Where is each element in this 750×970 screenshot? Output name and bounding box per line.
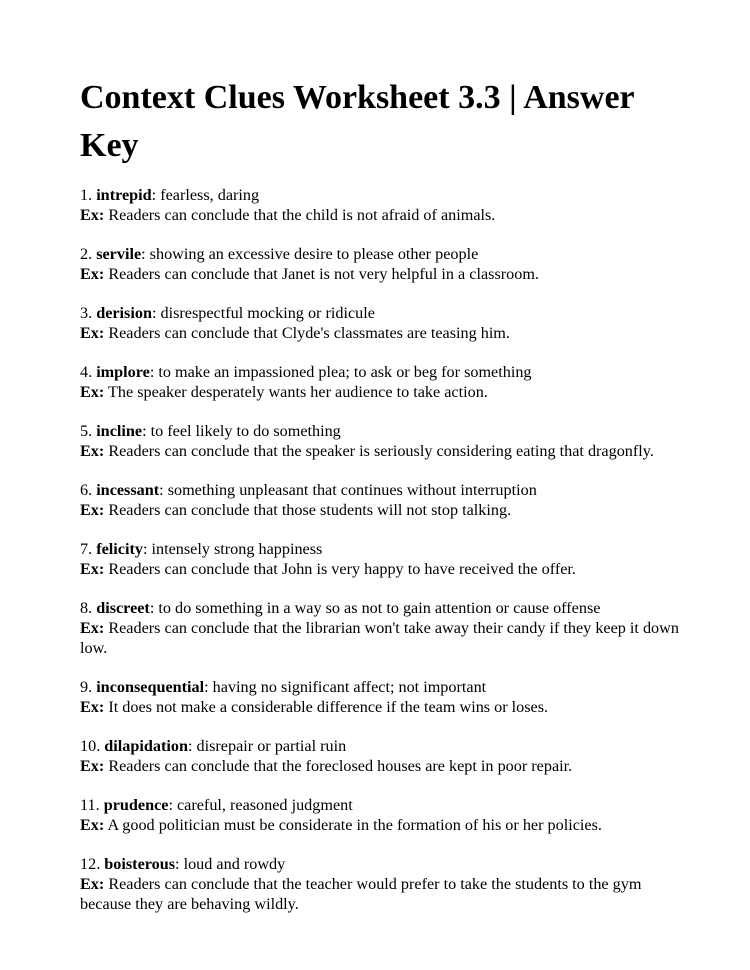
answer-entry-7	[80, 539, 680, 579]
vocab-word: inconsequential	[96, 678, 205, 696]
example-label: Ex:	[80, 757, 105, 775]
example-label: Ex:	[80, 206, 105, 224]
definition-line	[80, 598, 680, 618]
answer-entry-9	[80, 677, 680, 717]
definition-line	[80, 795, 680, 815]
answer-entry-12	[80, 854, 680, 914]
example-line	[80, 264, 680, 284]
example-line	[80, 559, 680, 579]
definition-text: : having no significant affect; not important	[204, 678, 487, 696]
answer-entry-2	[80, 244, 680, 284]
definition-line	[80, 185, 680, 205]
example-label: Ex:	[80, 619, 105, 637]
example-line	[80, 382, 680, 402]
answer-entry-6	[80, 480, 680, 520]
example-text: It does not make a considerable difference if the team wins or loses.	[108, 698, 549, 716]
example-label: Ex:	[80, 324, 105, 342]
example-label: Ex:	[80, 383, 105, 401]
example-label: Ex:	[80, 501, 105, 519]
vocab-word: incline	[96, 422, 143, 440]
entry-number: 7.	[80, 540, 93, 558]
example-line	[80, 441, 680, 461]
answer-entry-8	[80, 598, 680, 658]
definition-line	[80, 244, 680, 264]
answer-entry-5	[80, 421, 680, 461]
example-text: Readers can conclude that the speaker is seriously considering eating that dragonfly.	[108, 442, 654, 460]
entry-number: 9.	[80, 678, 93, 696]
definition-text: : showing an excessive desire to please other people	[141, 245, 479, 263]
entry-number: 10.	[80, 737, 101, 755]
example-label: Ex:	[80, 442, 105, 460]
definition-text: : to make an impassioned plea; to ask or beg for something	[149, 363, 532, 381]
example-text: A good politician must be considerate in the formation of his or her policies.	[107, 816, 602, 834]
example-line	[80, 205, 680, 225]
definition-text: : careful, reasoned judgment	[168, 796, 353, 814]
entry-number: 3.	[80, 304, 93, 322]
example-text: The speaker desperately wants her audience to take action.	[108, 383, 488, 401]
page-title: Context Clues Worksheet 3.3 | Answer Key	[80, 79, 635, 164]
vocab-word: discreet	[96, 599, 150, 617]
answer-entry-4	[80, 362, 680, 402]
entry-number: 6.	[80, 481, 93, 499]
example-line	[80, 500, 680, 520]
definition-text: : disrepair or partial ruin	[187, 737, 347, 755]
entry-number: 8.	[80, 599, 93, 617]
example-line	[80, 697, 680, 717]
answer-entry-1	[80, 185, 680, 225]
vocab-word: intrepid	[96, 186, 152, 204]
definition-text: : intensely strong happiness	[142, 540, 323, 558]
example-text: Readers can conclude that the child is not afraid of animals.	[108, 206, 496, 224]
entry-number: 2.	[80, 245, 93, 263]
answer-entry-3	[80, 303, 680, 343]
definition-line	[80, 421, 680, 441]
entry-number: 5.	[80, 422, 93, 440]
vocab-word: implore	[96, 363, 150, 381]
definition-line	[80, 854, 680, 874]
example-line	[80, 756, 680, 776]
definition-text: : fearless, daring	[151, 186, 260, 204]
example-text: Readers can conclude that those students will not stop talking.	[108, 501, 512, 519]
example-label: Ex:	[80, 875, 105, 893]
vocab-word: derision	[96, 304, 152, 322]
vocab-word: felicity	[96, 540, 143, 558]
definition-line	[80, 539, 680, 559]
definition-text: : something unpleasant that continues without interruption	[159, 481, 537, 499]
definition-line	[80, 480, 680, 500]
example-line	[80, 618, 680, 658]
definition-line	[80, 736, 680, 756]
example-text: Readers can conclude that John is very happy to have received the offer.	[108, 560, 576, 578]
vocab-word: dilapidation	[104, 737, 188, 755]
vocab-word: servile	[96, 245, 142, 263]
definition-line	[80, 362, 680, 382]
entry-number: 11.	[80, 796, 100, 814]
definition-text: : loud and rowdy	[175, 855, 286, 873]
example-label: Ex:	[80, 560, 105, 578]
definition-text: : to do something in a way so as not to gain attention or cause offense	[149, 599, 601, 617]
example-text: Readers can conclude that the teacher would prefer to take the students to the gym because they are behaving wildly.	[80, 875, 642, 913]
example-text: Readers can conclude that Clyde's classmates are teasing him.	[108, 324, 510, 342]
example-text: Readers can conclude that the librarian won't take away their candy if they keep it down low.	[80, 619, 679, 657]
vocab-word: prudence	[103, 796, 169, 814]
entry-number: 4.	[80, 363, 93, 381]
definition-text: : to feel likely to do something	[142, 422, 341, 440]
entry-number: 1.	[80, 186, 93, 204]
answer-list	[80, 185, 680, 914]
definition-text: : disrespectful mocking or ridicule	[151, 304, 375, 322]
answer-entry-11	[80, 795, 680, 835]
definition-line	[80, 303, 680, 323]
example-text: Readers can conclude that the foreclosed houses are kept in poor repair.	[108, 757, 573, 775]
example-label: Ex:	[80, 265, 105, 283]
vocab-word: incessant	[96, 481, 160, 499]
example-label: Ex:	[80, 816, 105, 834]
example-text: Readers can conclude that Janet is not very helpful in a classroom.	[108, 265, 539, 283]
vocab-word: boisterous	[104, 855, 176, 873]
example-line	[80, 874, 680, 914]
answer-entry-10	[80, 736, 680, 776]
entry-number: 12.	[80, 855, 101, 873]
example-line	[80, 323, 680, 343]
example-label: Ex:	[80, 698, 105, 716]
definition-line	[80, 677, 680, 697]
example-line	[80, 815, 680, 835]
